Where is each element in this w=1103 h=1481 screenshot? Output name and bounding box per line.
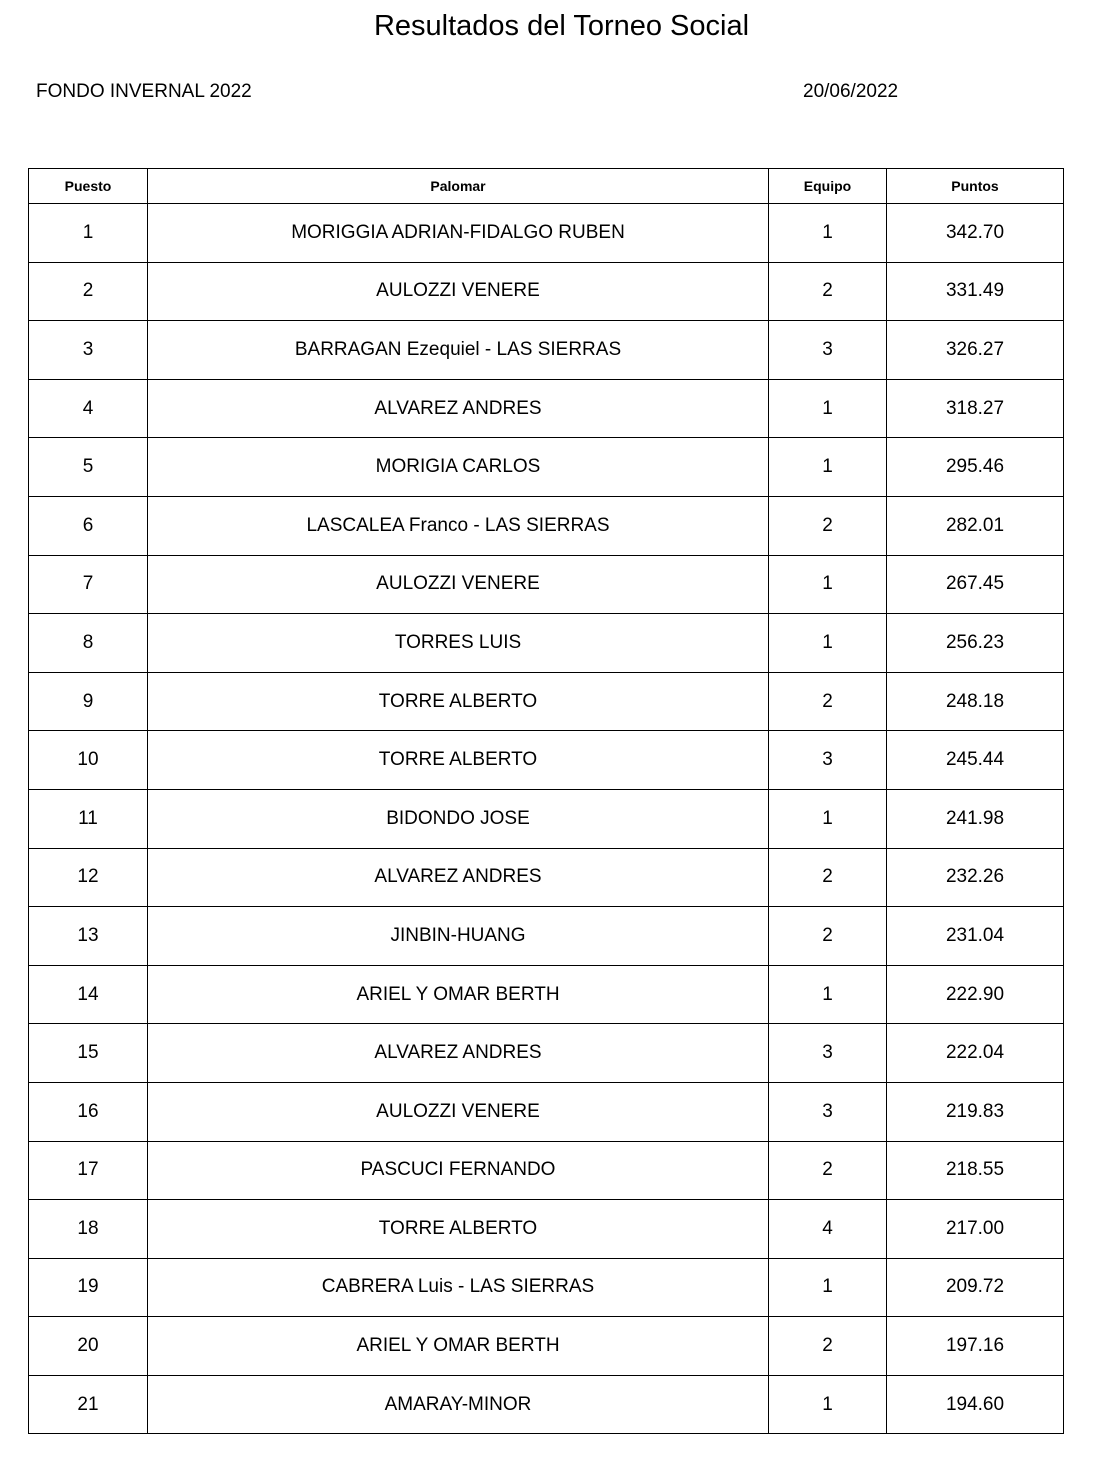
cell-palomar: TORRE ALBERTO	[148, 1200, 769, 1259]
table-row	[29, 672, 1064, 731]
cell-equipo: 2	[769, 262, 887, 321]
cell-puntos: 222.04	[887, 1024, 1064, 1083]
cell-puntos: 331.49	[887, 262, 1064, 321]
cell-palomar: ALVAREZ ANDRES	[148, 848, 769, 907]
results-body	[29, 204, 1064, 1434]
column-header-palomar: Palomar	[148, 169, 769, 204]
cell-palomar: TORRES LUIS	[148, 614, 769, 673]
cell-palomar: TORRE ALBERTO	[148, 731, 769, 790]
cell-palomar: ARIEL Y OMAR BERTH	[148, 965, 769, 1024]
cell-puesto: 15	[29, 1024, 148, 1083]
cell-puesto: 14	[29, 965, 148, 1024]
table-header-row	[29, 169, 1064, 204]
cell-puntos: 209.72	[887, 1258, 1064, 1317]
cell-palomar: JINBIN-HUANG	[148, 907, 769, 966]
cell-equipo: 2	[769, 496, 887, 555]
column-header-puntos: Puntos	[887, 169, 1064, 204]
cell-puntos: 326.27	[887, 321, 1064, 380]
cell-puntos: 318.27	[887, 379, 1064, 438]
cell-equipo: 1	[769, 965, 887, 1024]
cell-palomar: ALVAREZ ANDRES	[148, 1024, 769, 1083]
cell-puntos: 218.55	[887, 1141, 1064, 1200]
cell-equipo: 1	[769, 1258, 887, 1317]
table-row	[29, 1082, 1064, 1141]
cell-puesto: 10	[29, 731, 148, 790]
cell-equipo: 3	[769, 1082, 887, 1141]
cell-puntos: 222.90	[887, 965, 1064, 1024]
cell-equipo: 2	[769, 1141, 887, 1200]
cell-palomar: TORRE ALBERTO	[148, 672, 769, 731]
cell-equipo: 1	[769, 379, 887, 438]
cell-palomar: BARRAGAN Ezequiel - LAS SIERRAS	[148, 321, 769, 380]
page-title: Resultados del Torneo Social	[373, 10, 750, 42]
table-row	[29, 789, 1064, 848]
cell-puesto: 20	[29, 1317, 148, 1376]
table-row	[29, 1258, 1064, 1317]
table-row	[29, 555, 1064, 614]
cell-puesto: 12	[29, 848, 148, 907]
table-row	[29, 1141, 1064, 1200]
cell-equipo: 2	[769, 1317, 887, 1376]
cell-puesto: 19	[29, 1258, 148, 1317]
cell-puesto: 17	[29, 1141, 148, 1200]
cell-puesto: 16	[29, 1082, 148, 1141]
table-row	[29, 1200, 1064, 1259]
cell-puesto: 7	[29, 555, 148, 614]
cell-puntos: 219.83	[887, 1082, 1064, 1141]
cell-puesto: 1	[29, 204, 148, 263]
cell-palomar: LASCALEA Franco - LAS SIERRAS	[148, 496, 769, 555]
cell-palomar: AULOZZI VENERE	[148, 555, 769, 614]
cell-equipo: 1	[769, 204, 887, 263]
table-row	[29, 907, 1064, 966]
cell-puntos: 217.00	[887, 1200, 1064, 1259]
tournament-name: FONDO INVERNAL 2022	[36, 81, 252, 102]
cell-puntos: 197.16	[887, 1317, 1064, 1376]
cell-puntos: 231.04	[887, 907, 1064, 966]
report-date: 20/06/2022	[803, 81, 899, 102]
cell-puntos: 248.18	[887, 672, 1064, 731]
cell-equipo: 1	[769, 789, 887, 848]
cell-palomar: MORIGIA CARLOS	[148, 438, 769, 497]
cell-equipo: 2	[769, 672, 887, 731]
cell-puntos: 267.45	[887, 555, 1064, 614]
table-row	[29, 1317, 1064, 1376]
cell-puntos: 241.98	[887, 789, 1064, 848]
cell-puesto: 5	[29, 438, 148, 497]
table-row	[29, 848, 1064, 907]
table-row	[29, 204, 1064, 263]
table-row	[29, 438, 1064, 497]
cell-puesto: 3	[29, 321, 148, 380]
cell-puesto: 8	[29, 614, 148, 673]
table-row	[29, 321, 1064, 380]
table-row	[29, 614, 1064, 673]
cell-puesto: 4	[29, 379, 148, 438]
table-row	[29, 379, 1064, 438]
cell-puesto: 18	[29, 1200, 148, 1259]
cell-palomar: CABRERA Luis - LAS SIERRAS	[148, 1258, 769, 1317]
cell-equipo: 2	[769, 848, 887, 907]
cell-palomar: ARIEL Y OMAR BERTH	[148, 1317, 769, 1376]
cell-puesto: 2	[29, 262, 148, 321]
cell-puesto: 6	[29, 496, 148, 555]
cell-equipo: 2	[769, 907, 887, 966]
cell-equipo: 3	[769, 731, 887, 790]
cell-equipo: 1	[769, 1375, 887, 1434]
cell-palomar: AULOZZI VENERE	[148, 1082, 769, 1141]
column-header-equipo: Equipo	[769, 169, 887, 204]
table-row	[29, 965, 1064, 1024]
cell-palomar: MORIGGIA ADRIAN-FIDALGO RUBEN	[148, 204, 769, 263]
results-table	[28, 168, 1064, 1434]
cell-puntos: 194.60	[887, 1375, 1064, 1434]
cell-equipo: 1	[769, 555, 887, 614]
cell-equipo: 1	[769, 438, 887, 497]
cell-puntos: 342.70	[887, 204, 1064, 263]
cell-equipo: 4	[769, 1200, 887, 1259]
cell-equipo: 1	[769, 614, 887, 673]
cell-equipo: 3	[769, 1024, 887, 1083]
cell-puesto: 11	[29, 789, 148, 848]
cell-puntos: 232.26	[887, 848, 1064, 907]
cell-puntos: 256.23	[887, 614, 1064, 673]
table-row	[29, 1024, 1064, 1083]
cell-palomar: AMARAY-MINOR	[148, 1375, 769, 1434]
cell-puesto: 13	[29, 907, 148, 966]
cell-palomar: ALVAREZ ANDRES	[148, 379, 769, 438]
cell-palomar: BIDONDO JOSE	[148, 789, 769, 848]
cell-palomar: PASCUCI FERNANDO	[148, 1141, 769, 1200]
cell-puntos: 282.01	[887, 496, 1064, 555]
cell-puntos: 245.44	[887, 731, 1064, 790]
cell-equipo: 3	[769, 321, 887, 380]
table-row	[29, 731, 1064, 790]
table-row	[29, 262, 1064, 321]
cell-puesto: 21	[29, 1375, 148, 1434]
cell-puesto: 9	[29, 672, 148, 731]
table-row	[29, 1375, 1064, 1434]
cell-palomar: AULOZZI VENERE	[148, 262, 769, 321]
cell-puntos: 295.46	[887, 438, 1064, 497]
table-row	[29, 496, 1064, 555]
column-header-puesto: Puesto	[29, 169, 148, 204]
